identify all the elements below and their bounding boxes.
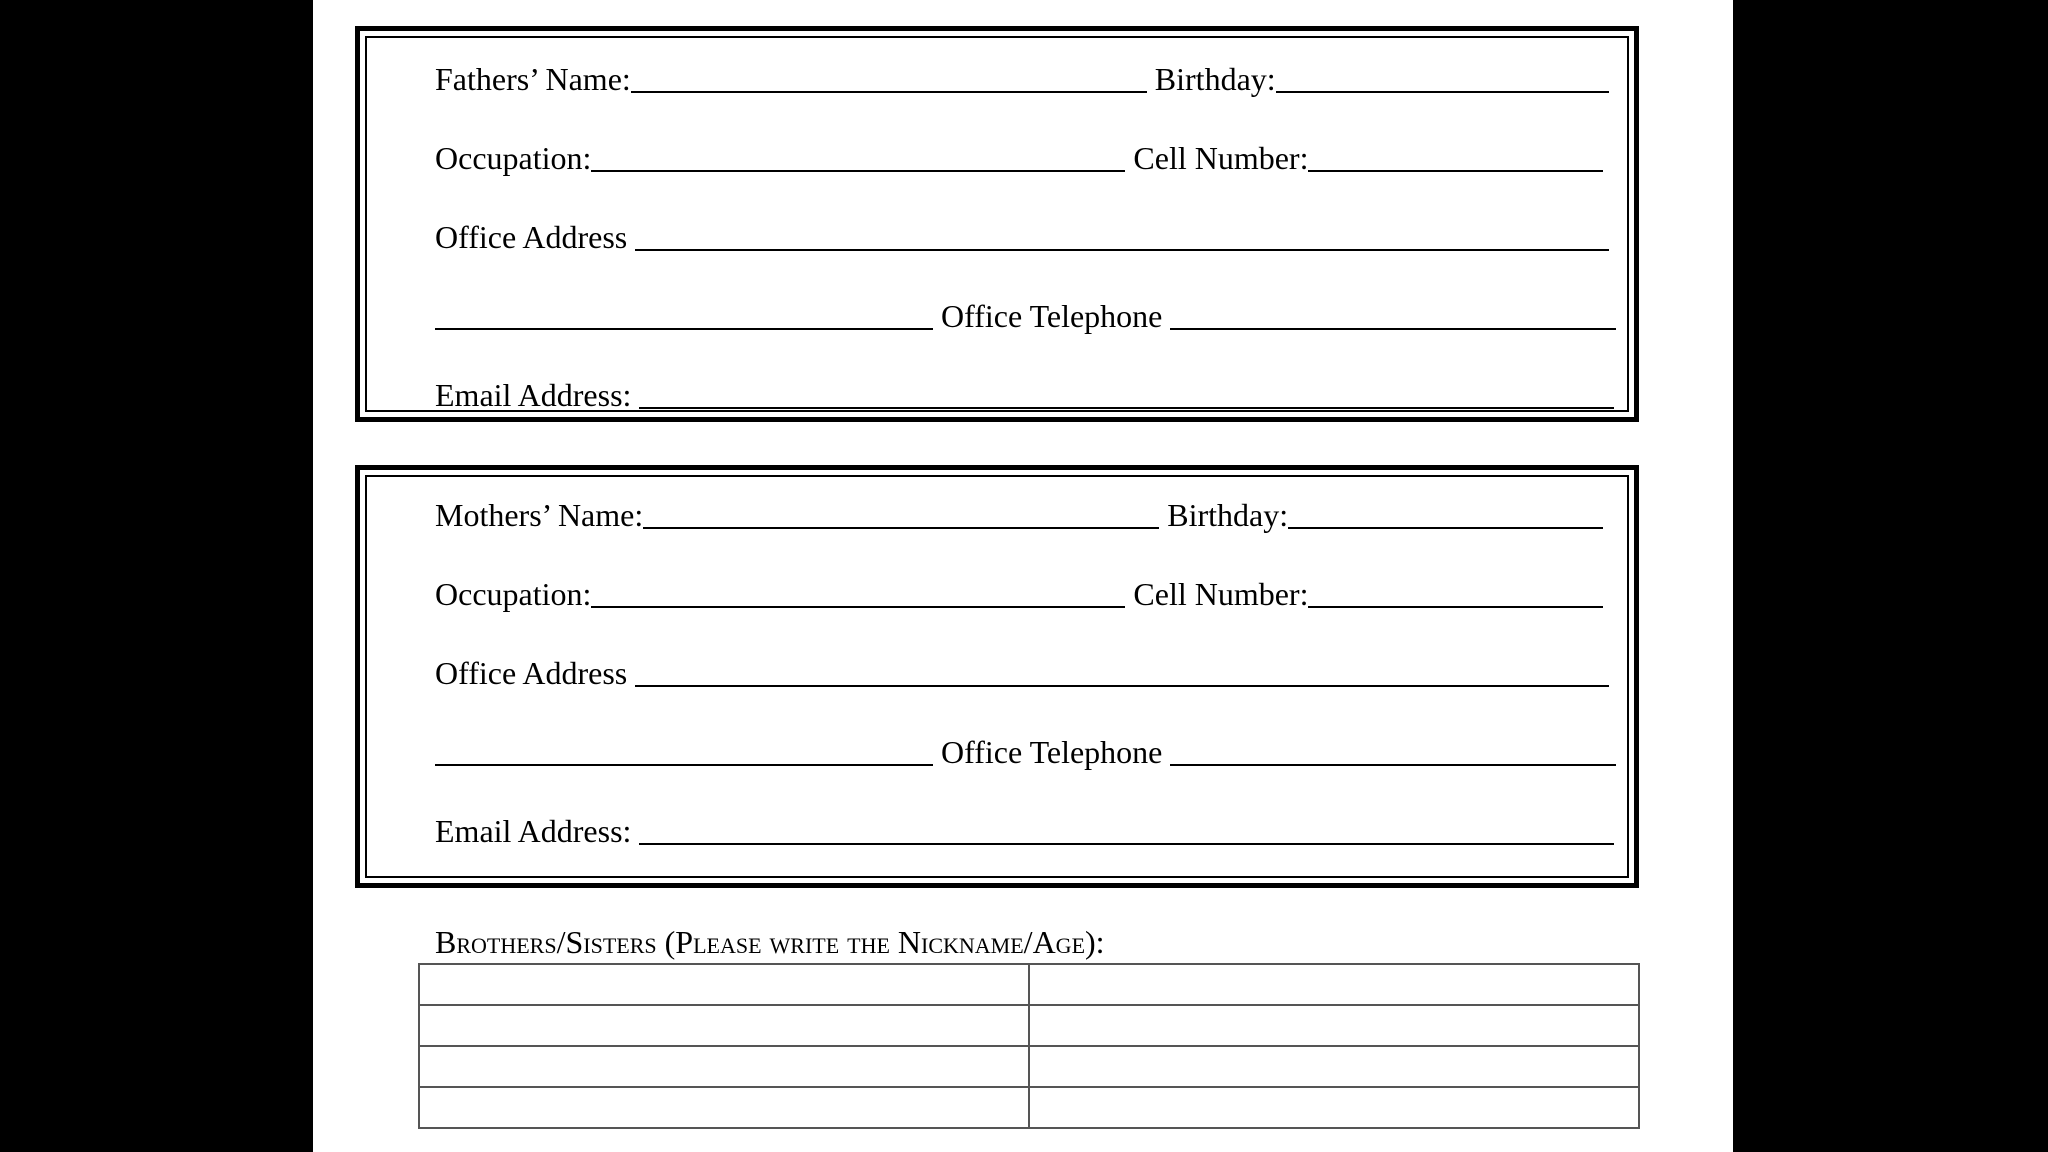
father-cell-label: Cell Number: — [1133, 140, 1309, 176]
father-office-address-row — [435, 215, 1609, 255]
father-office-telephone-field[interactable] — [1170, 327, 1616, 330]
mother-name-row — [435, 493, 1609, 533]
mother-cell-field[interactable] — [1308, 605, 1603, 608]
father-office-address-label: Office Address — [435, 219, 628, 255]
mother-cell-label: Cell Number: — [1133, 576, 1309, 612]
mother-name-label: Mothers’ Name: — [435, 497, 644, 533]
father-birthday-field[interactable] — [1276, 90, 1609, 93]
sibling-cell[interactable] — [1029, 1087, 1639, 1128]
sibling-cell[interactable] — [419, 1087, 1029, 1128]
mother-office-telephone-row — [435, 730, 1616, 770]
siblings-title: Brothers/Sisters (Please write the Nickname/Age): — [435, 924, 1105, 960]
father-office-address-field[interactable] — [635, 248, 1609, 251]
mother-office-address-label: Office Address — [435, 655, 628, 691]
mother-birthday-label: Birthday: — [1167, 497, 1289, 533]
father-office-telephone-row — [435, 294, 1616, 334]
father-name-row — [435, 57, 1609, 97]
mother-occupation-label: Occupation: — [435, 576, 592, 612]
sibling-cell[interactable] — [419, 1005, 1029, 1046]
father-cell-field[interactable] — [1308, 169, 1603, 172]
siblings-table — [418, 963, 1640, 1129]
mother-office-address-line2-field[interactable] — [435, 763, 933, 766]
mother-email-row — [435, 809, 1614, 849]
father-name-label: Fathers’ Name: — [435, 61, 631, 97]
father-email-row — [435, 373, 1614, 413]
father-name-field[interactable] — [631, 90, 1147, 93]
mother-office-address-field[interactable] — [635, 684, 1609, 687]
mother-email-field[interactable] — [639, 842, 1614, 845]
mother-name-field[interactable] — [643, 526, 1159, 529]
mother-office-telephone-field[interactable] — [1170, 763, 1616, 766]
sibling-cell[interactable] — [1029, 1005, 1639, 1046]
table-row — [419, 1087, 1639, 1128]
table-row — [419, 1046, 1639, 1087]
table-row — [419, 964, 1639, 1005]
father-birthday-label: Birthday: — [1154, 61, 1276, 97]
father-occupation-row — [435, 136, 1609, 176]
mother-info-section — [355, 465, 1639, 888]
mother-birthday-field[interactable] — [1288, 526, 1603, 529]
father-email-label: Email Address: — [435, 377, 632, 413]
sibling-cell[interactable] — [1029, 964, 1639, 1005]
father-email-field[interactable] — [639, 406, 1614, 409]
sibling-cell[interactable] — [1029, 1046, 1639, 1087]
father-office-telephone-label: Office Telephone — [941, 298, 1163, 334]
father-occupation-label: Occupation: — [435, 140, 592, 176]
mother-office-address-row — [435, 651, 1609, 691]
father-office-address-line2-field[interactable] — [435, 327, 933, 330]
sibling-cell[interactable] — [419, 964, 1029, 1005]
mother-occupation-row — [435, 572, 1609, 612]
mother-occupation-field[interactable] — [591, 605, 1125, 608]
table-row — [419, 1005, 1639, 1046]
mother-email-label: Email Address: — [435, 813, 632, 849]
mother-office-telephone-label: Office Telephone — [941, 734, 1163, 770]
father-info-section — [355, 26, 1639, 422]
sibling-cell[interactable] — [419, 1046, 1029, 1087]
father-occupation-field[interactable] — [591, 169, 1125, 172]
form-page — [313, 0, 1733, 1152]
